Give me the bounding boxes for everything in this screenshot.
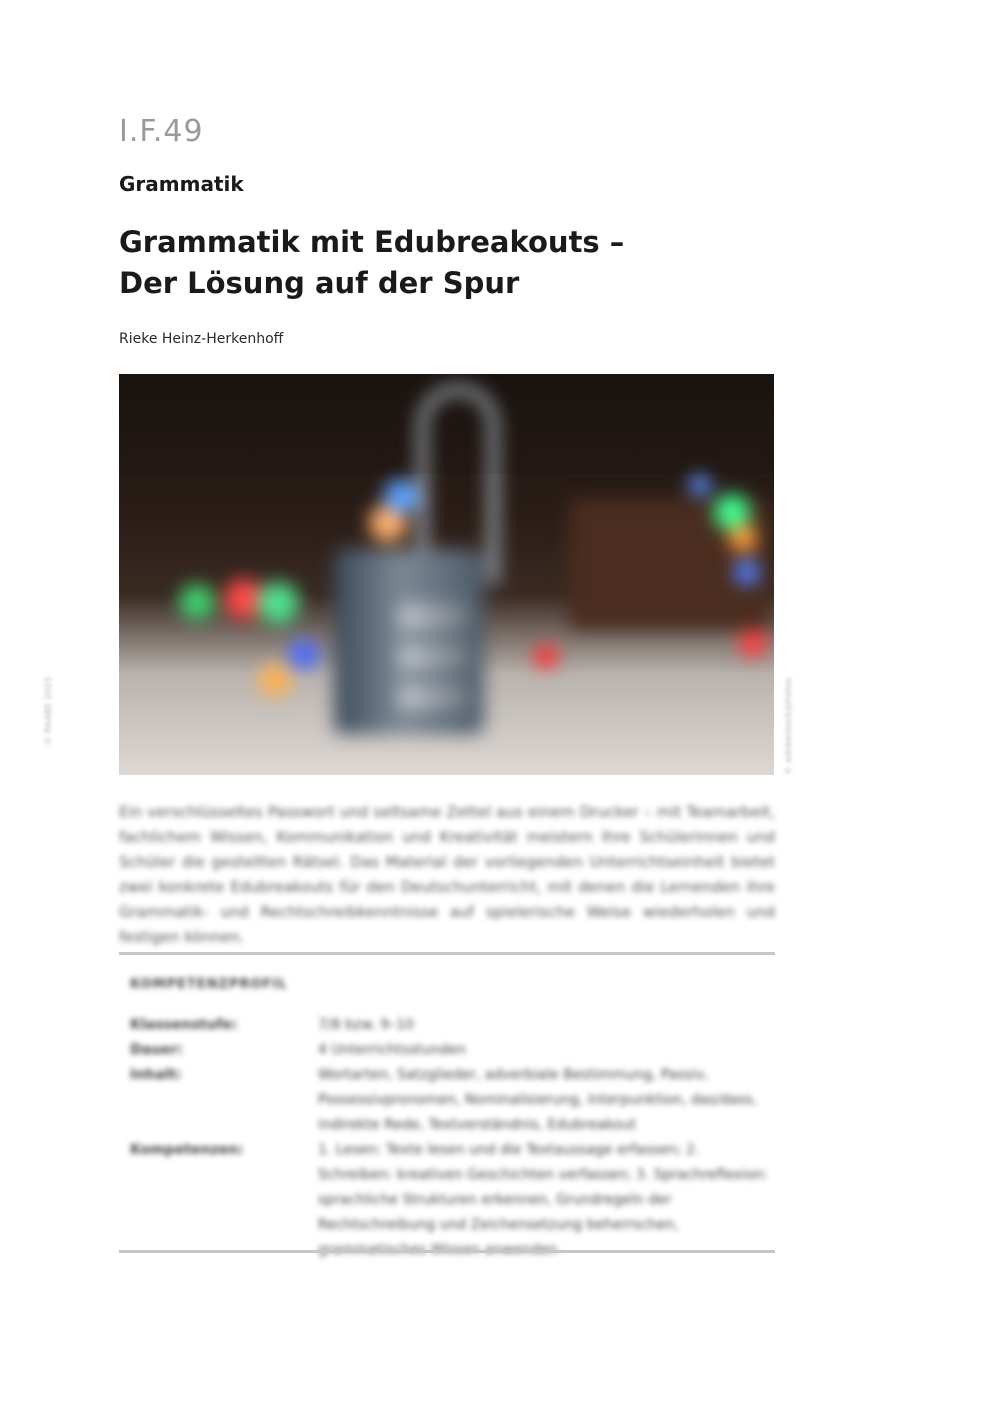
profile-label: Inhalt: <box>130 1067 182 1083</box>
bokeh-light <box>739 629 767 657</box>
bokeh-light <box>534 644 558 668</box>
competence-profile <box>130 1013 770 1263</box>
photo-credit: © adobestock/photos <box>784 677 794 775</box>
page-title <box>119 222 624 304</box>
divider-top <box>119 952 775 955</box>
profile-value: Wortarten, Satzglieder, adverbiale Bestimmung, Passiv, Possessivpronomen, Nominalisierung, Interpunktion, das/dass, indirekte Rede, Textverständnis, Edubreakout <box>318 1067 758 1133</box>
profile-value: 4 Unterrichtsstunden <box>318 1042 466 1058</box>
profile-row <box>130 1063 770 1138</box>
bokeh-light <box>384 479 418 513</box>
title-line-1: Grammatik mit Edubreakouts – <box>119 225 625 259</box>
profile-value: 7/8 bzw. 9–10 <box>318 1017 415 1033</box>
padlock-dial <box>399 604 469 630</box>
profile-label: Kompetenzen: <box>130 1142 244 1158</box>
profile-row <box>130 1038 770 1063</box>
author-name: Rieke Heinz-Herkenhoff <box>119 331 284 347</box>
profile-label: Klassenstufe: <box>130 1017 238 1033</box>
bokeh-light <box>734 559 760 585</box>
intro-paragraph: Ein verschlüsseltes Passwort und seltsame Zettel aus einem Drucker – mit Teamarbeit, fachlichem Wissen, Kommunikation und Kreativität meistern Ihre Schülerinnen und Schüler die gestellten Rätsel. Das Material der vorliegenden Unterrichtseinheit bietet zwei konkrete Edubreakouts für den Deutschunterricht, mit denen die Lernenden ihre Grammatik- und Rechtschreibkenntnisse auf spielerische Weise wiederholen und festigen können. <box>119 803 775 946</box>
padlock-dial <box>399 644 469 670</box>
bokeh-light <box>259 664 291 696</box>
bokeh-light <box>729 524 757 552</box>
cover-photo <box>119 374 774 775</box>
profile-value: 1. Lesen: Texte lesen und die Textaussage erfassen; 2. Schreiben: kreativen Geschichten verfassen; 3. Sprachreflexion: sprachliche Strukturen erkennen, Grundregeln der Rechtschreibung und Zeichensetzung beherrschen, <box>318 1142 768 1233</box>
padlock-dial <box>399 684 469 710</box>
document-code: I.F.49 <box>119 114 204 149</box>
bokeh-light <box>289 639 319 669</box>
title-line-2: Der Lösung auf der Spur <box>119 266 520 300</box>
photo-top-strip <box>119 374 774 474</box>
profile-row <box>130 1013 770 1038</box>
profile-label: Dauer: <box>130 1042 184 1058</box>
bokeh-light <box>257 582 299 624</box>
category-label: Grammatik <box>119 172 244 196</box>
copyright-note: © RAABE 2023 <box>44 677 54 745</box>
profile-row <box>130 1138 770 1263</box>
bokeh-light <box>179 584 215 620</box>
profile-heading: KOMPETENZPROFIL <box>130 977 288 992</box>
bokeh-light <box>689 474 711 496</box>
divider-bottom <box>119 1250 775 1253</box>
